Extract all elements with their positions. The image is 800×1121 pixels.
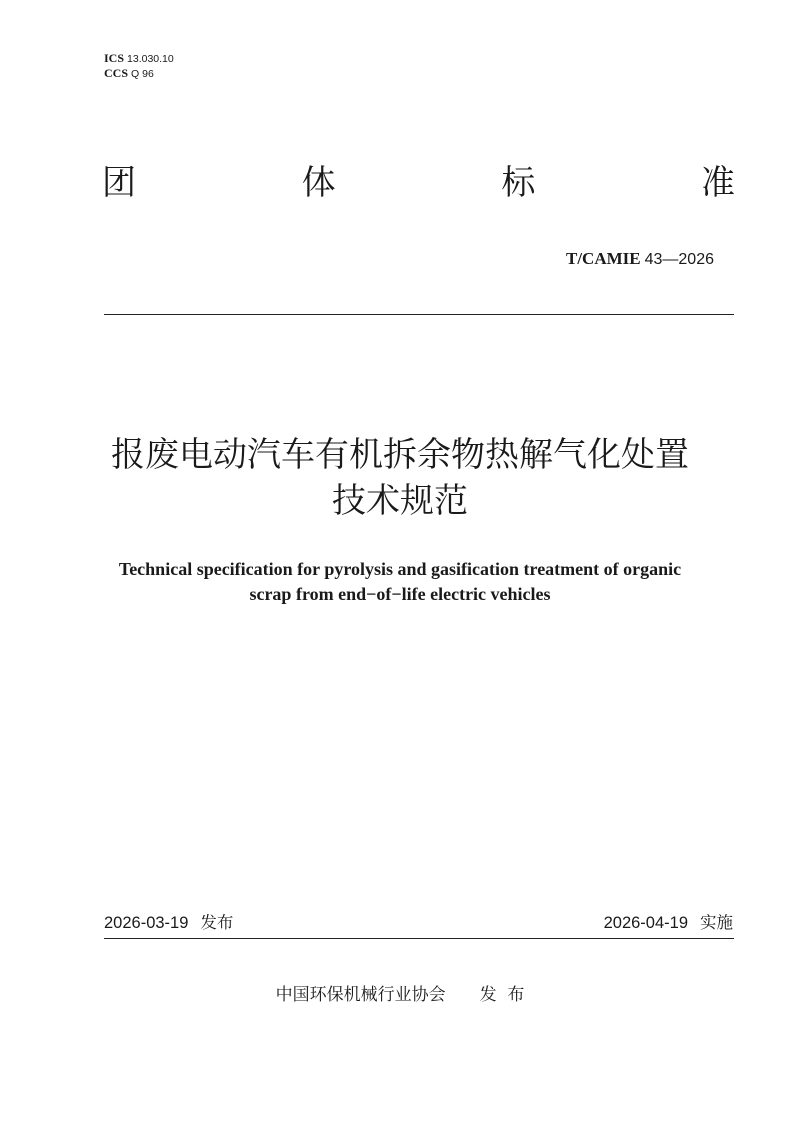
ccs-code: Q 96 — [131, 68, 154, 80]
ics-label: ICS — [104, 51, 125, 65]
standard-type-char: 准 — [700, 163, 735, 203]
publisher-action: 发 布 — [479, 985, 525, 1005]
chinese-title — [0, 432, 800, 524]
issue-date-row — [104, 911, 233, 935]
implement-date-row — [604, 911, 733, 935]
standard-number-prefix: T/CAMIE — [565, 249, 641, 268]
standard-type-heading — [102, 160, 735, 206]
chinese-title-line-1: 报废电动汽车有机拆余物热解气化处置 — [111, 435, 689, 475]
english-title-line-1: Technical specification for pyrolysis and gasification treatment of organic — [118, 559, 682, 579]
standard-number — [566, 248, 714, 271]
ics-line — [104, 51, 174, 66]
issue-date: 2026-03-19 — [104, 914, 189, 932]
implement-date: 2026-04-19 — [603, 914, 688, 932]
english-title — [0, 557, 800, 607]
classification-codes — [104, 51, 174, 81]
standard-type-char: 标 — [501, 163, 536, 203]
bottom-divider — [104, 938, 734, 939]
implement-label: 实施 — [700, 913, 733, 932]
publisher-line — [0, 983, 800, 1007]
standard-type-char: 体 — [301, 163, 336, 203]
chinese-title-line-2: 技术规范 — [332, 481, 468, 521]
issue-label: 发布 — [200, 913, 234, 932]
top-divider — [104, 314, 734, 315]
standard-number-code: 43—2026 — [644, 251, 714, 268]
ics-code: 13.030.10 — [127, 53, 174, 65]
ccs-line — [104, 66, 174, 81]
english-title-line-2: scrap from end−of−life electric vehicles — [249, 584, 551, 604]
standard-type-char: 团 — [102, 163, 136, 203]
ccs-label: CCS — [104, 66, 129, 80]
publisher-name: 中国环保机械行业协会 — [275, 985, 446, 1005]
